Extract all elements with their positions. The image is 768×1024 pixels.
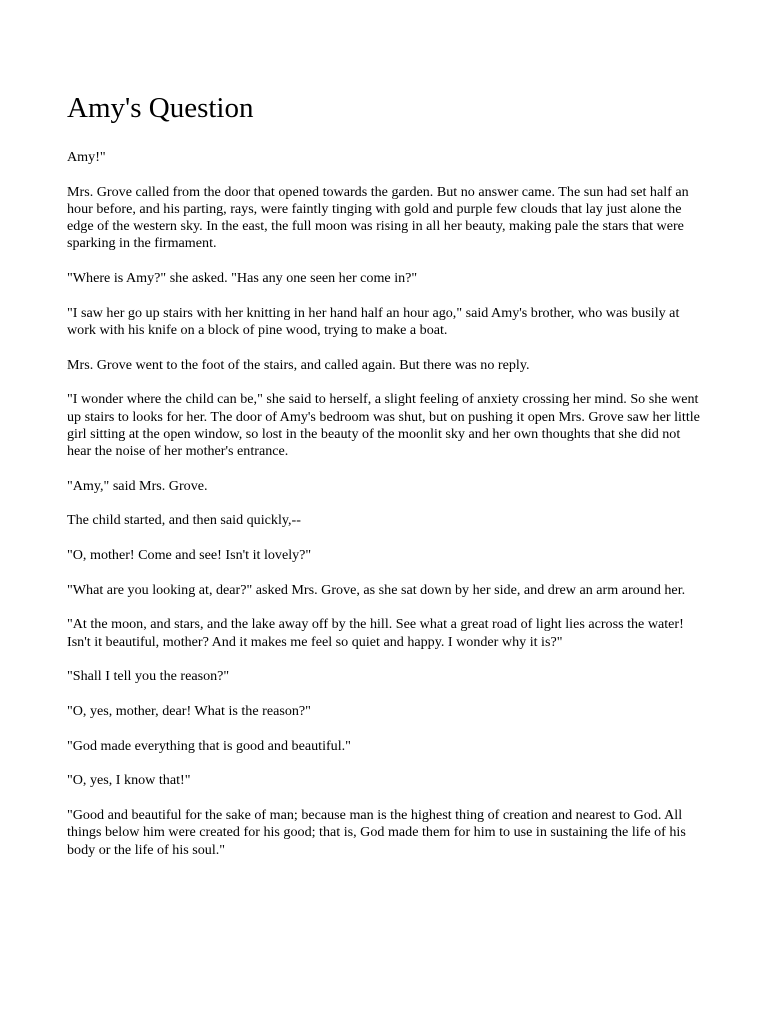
paragraph-10: "What are you looking at, dear?" asked Mrs. Grove, as she sat down by her side, and drew an arm around her. — [67, 581, 686, 598]
paragraph-7: "Amy," said Mrs. Grove. — [67, 477, 208, 494]
paragraph-16: "Good and beautiful for the sake of man; because man is the highest thing of creation and nearest to God. All things below him were created for his good; that is, God made them for him to use in sustaining the life of his body or the life of his soul." — [67, 807, 686, 858]
paragraph-1: Amy!" — [67, 149, 106, 165]
paragraph-8: The child started, and then said quickly,-- — [67, 512, 301, 529]
paragraph-14: "God made everything that is good and beautiful." — [67, 737, 351, 754]
paragraph-11: "At the moon, and stars, and the lake away off by the hill. See what a great road of light lies across the water! Isn't it beautiful, mother? And it makes me feel so quiet and happy. I wonder why it is?" — [67, 616, 684, 650]
paragraph-4: "I saw her go up stairs with her knitting in her hand half an hour ago," said Amy's brother, who was busily at work with his knife on a block of pine wood, trying to make a boat. — [67, 304, 680, 338]
paragraph-5: Mrs. Grove went to the foot of the stairs, and called again. But there was no reply. — [67, 356, 530, 373]
paragraph-9: "O, mother! Come and see! Isn't it lovely?" — [67, 547, 312, 564]
paragraph-2: Mrs. Grove called from the door that opened towards the garden. But no answer came. The sun had set half an hour before, and his parting, rays, were faintly tinging with gold and purple few clouds that lay just alone the edge of the western sky. In the east, the full moon was rising in all her beauty, making pale the stars that were sparking in the firmament. — [67, 183, 689, 252]
paragraph-6: "I wonder where the child can be," she said to herself, a slight feeling of anxiety crossing her mind. So she went up stairs to looks for her. The door of Amy's bedroom was shut, but on pushing it open Mrs. Grove saw her little girl sitting at the open window, so lost in the beauty of the moonlit sky and her own thoughts that she did not hear the noise of her mother's entrance. — [67, 391, 700, 459]
paragraph-12: "Shall I tell you the reason?" — [67, 668, 230, 685]
paragraph-3: "Where is Amy?" she asked. "Has any one seen her come in?" — [67, 270, 418, 287]
page-title: Amy's Question — [67, 92, 254, 124]
paragraph-15: "O, yes, I know that!" — [67, 772, 191, 789]
paragraph-13: "O, yes, mother, dear! What is the reason?" — [67, 703, 311, 720]
document-page — [67, 88, 707, 876]
